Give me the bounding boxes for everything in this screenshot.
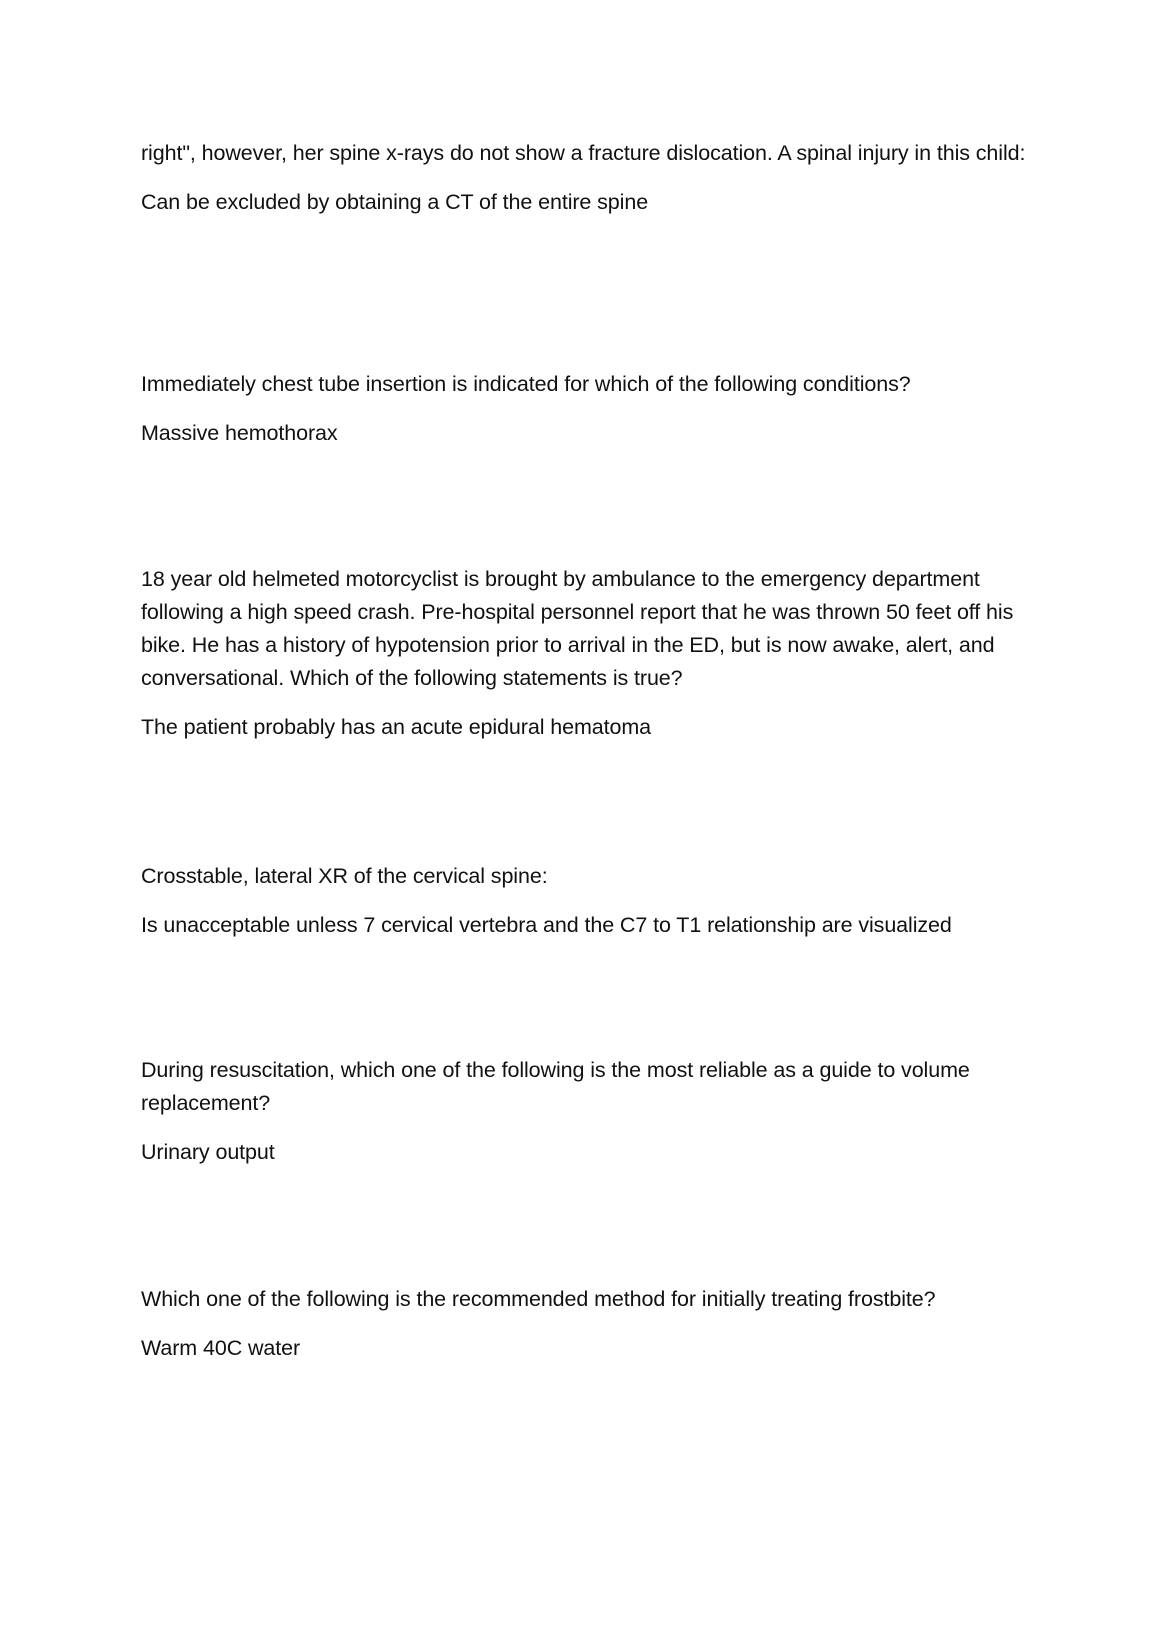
- qa-block: [141, 860, 1031, 942]
- question-text: Which one of the following is the recommended method for initially treating frostbite?: [141, 1287, 936, 1311]
- question-text: Immediately chest tube insertion is indicated for which of the following conditions?: [141, 372, 911, 396]
- question-text: Crosstable, lateral XR of the cervical spine:: [141, 864, 548, 888]
- answer-text: The patient probably has an acute epidural hematoma: [141, 715, 652, 739]
- question-text: During resuscitation, which one of the following is the most reliable as a guide to volume replacement?: [141, 1058, 970, 1115]
- answer-text: Warm 40C water: [141, 1336, 301, 1360]
- question-text: right", however, her spine x-rays do not show a fracture dislocation. A spinal injury in this child:: [141, 141, 1026, 165]
- answer-text: Can be excluded by obtaining a CT of the entire spine: [141, 190, 649, 214]
- question-text: 18 year old helmeted motorcyclist is brought by ambulance to the emergency department following a high speed crash. Pre-hospital personnel report that he was thrown 50 feet off his bike. He has a history of hypotension prior to arrival in the ED, but is now awake, alert, and conversational. Which of the following statements is true?: [141, 567, 1014, 690]
- answer-text: Urinary output: [141, 1140, 275, 1164]
- answer-text: Is unacceptable unless 7 cervical vertebra and the C7 to T1 relationship are visualized: [141, 913, 952, 937]
- qa-block: [141, 1054, 1031, 1169]
- qa-block: [141, 137, 1031, 219]
- qa-block: [141, 1283, 1031, 1365]
- qa-block: [141, 563, 1031, 744]
- answer-text: Massive hemothorax: [141, 421, 338, 445]
- qa-block: [141, 368, 1031, 450]
